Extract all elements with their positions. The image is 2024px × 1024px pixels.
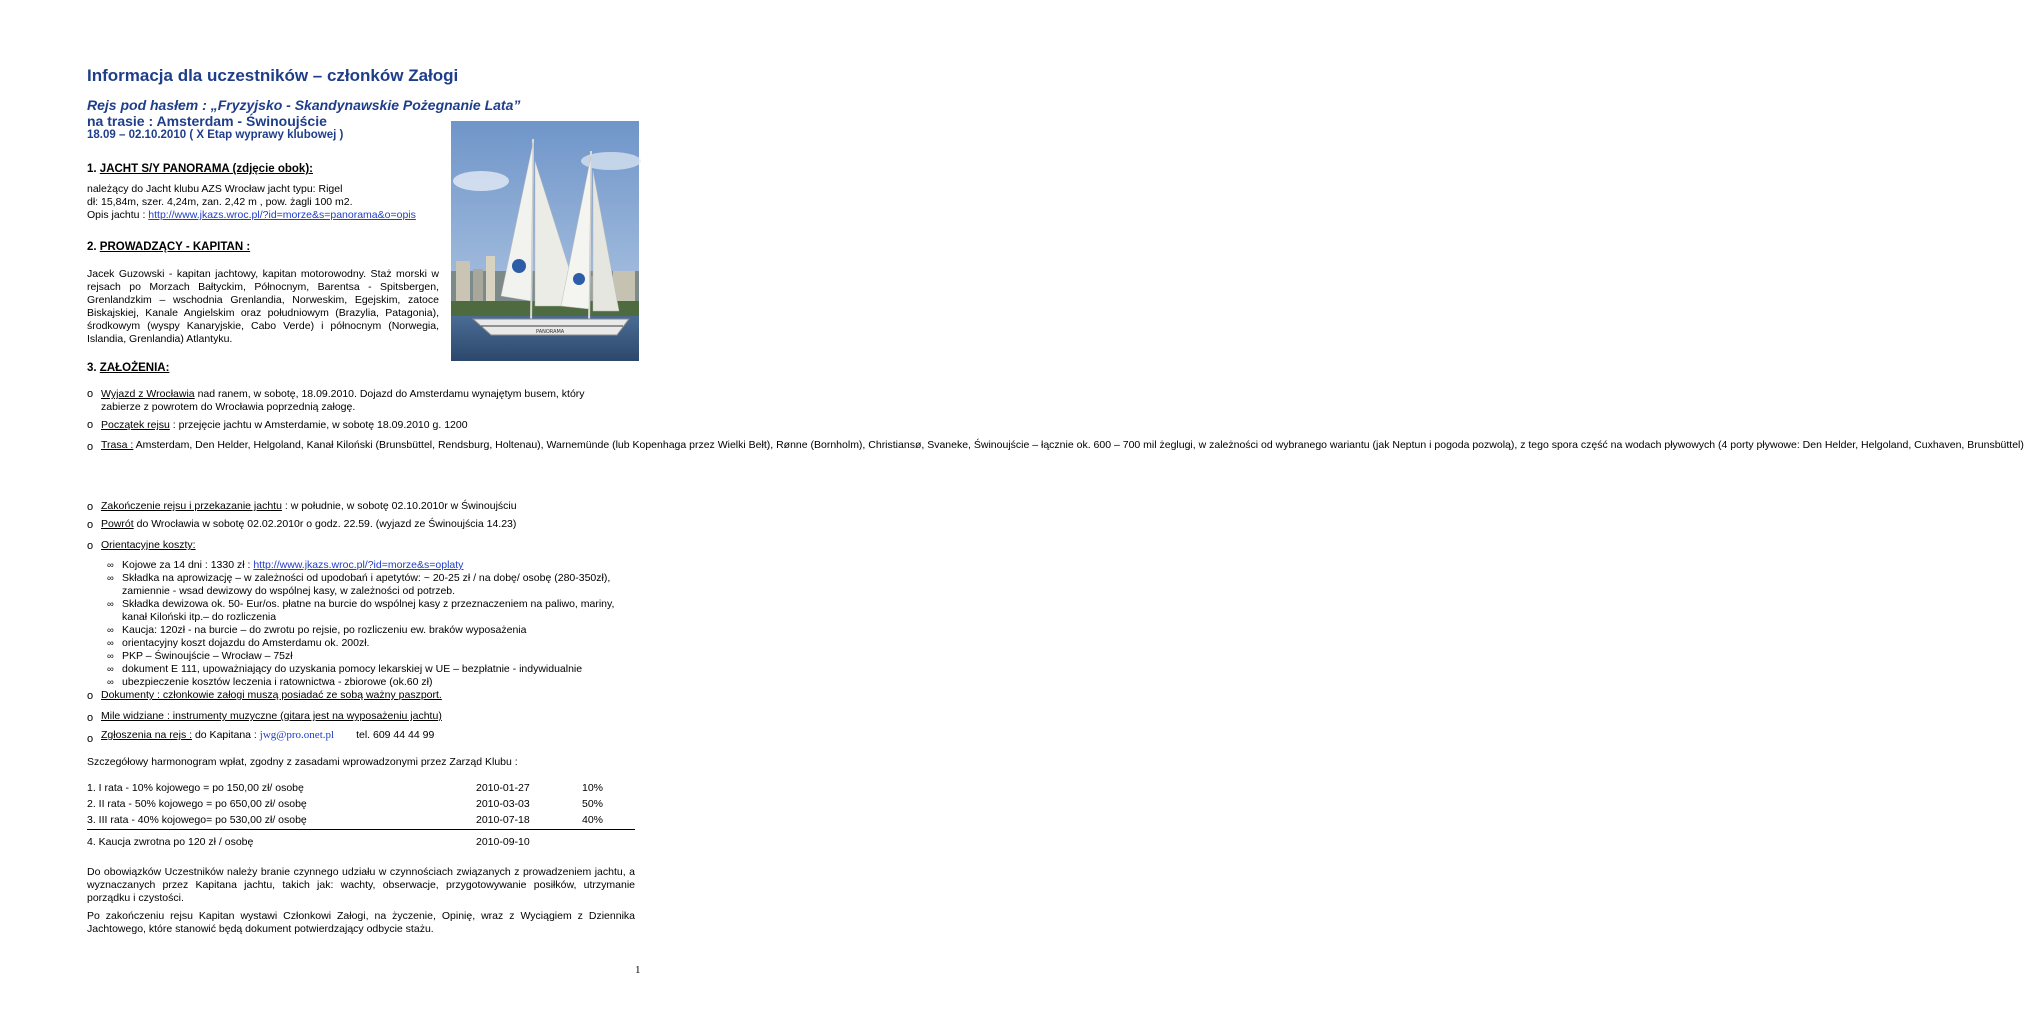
- list-item-route: [101, 439, 2024, 452]
- captain-bio: Jacek Guzowski - kapitan jachtowy, kapitan motorowodny. Staż morski w rejsach po Morzach Bałtyckim, Północnym, Barentsa - Spitsbergen, Grenlandzkim – wschodnia Grenlandia, Norweskim, Egejskim, zatoce Biskajskiej, Kanale Angielskim oraz południowym (Brazylia, Patagonia), środkowym (wyspy Kanaryjskie, Cabo Verde) i północnym (Norwegia, Islandia, Grenlandia) Atlantyku.: [87, 268, 439, 345]
- page-title: Informacja dla uczestników – członków Załogi: [87, 66, 459, 85]
- svg-text:PANORAMA: PANORAMA: [536, 329, 565, 335]
- table-divider: [87, 829, 635, 830]
- cost-item: Kaucja: 120zł - na burcie – do zwrotu po rejsie, po rozliczeniu ew. braków wyposażenia: [122, 624, 527, 636]
- yacht-owner-line: należący do Jacht klubu AZS Wrocław jacht typu: Rigel: [87, 183, 343, 195]
- list-item-signup: [101, 729, 434, 742]
- list-item-continuation: zabierze z powrotem do Wrocławia poprzednią załogę.: [101, 401, 356, 413]
- list-item-label: Powrót: [101, 518, 134, 530]
- yacht-description-label: Opis jachtu :: [87, 209, 149, 221]
- sub-bullet-marker: ∞: [107, 625, 114, 636]
- section-3-title: ZAŁOŻENIA:: [99, 362, 170, 374]
- list-item-label: Trasa :: [101, 439, 134, 451]
- bullet-marker: o: [87, 388, 94, 400]
- captain-email-link[interactable]: jwg@pro.onet.pl: [259, 729, 335, 741]
- bullet-marker: o: [87, 519, 94, 531]
- list-item-text: do Wrocławia w sobotę 02.02.2010r o godz. 22.59. (wyjazd ze Świnoujścia 14.23): [133, 518, 517, 530]
- list-item-label: Początek rejsu: [101, 419, 170, 431]
- sub-bullet-marker: ∞: [107, 651, 114, 662]
- list-item-text: Amsterdam, Den Helder, Helgoland, Kanał Kiloński (Brunsbüttel, Rendsburg, Holtenau), Warnemünde (lub Kopenhaga przez Wielki Bełt), Rønne (Bornholm), Christiansø, Svaneke, Świnoujście – łącznie ok. 600 – 700 mil żeglugi, w zależności od wybranego wariantu (jak Neptun i pogoda pozwolą), z tego spora część na wodach pływowych (4 porty pływowe: Den Helder, Helgoland, Cuxhaven, Brunsbüttel): [133, 439, 2024, 451]
- list-item-costs: [101, 539, 196, 552]
- cost-item-continuation: zamiennie - wsad dewizowy do wspólnej kasy, w zależności od potrzeb.: [122, 585, 456, 597]
- certificate-paragraph: Po zakończeniu rejsu Kapitan wystawi Członkowi Załogi, na życzenie, Opinię, wraz z Wyciągiem z Dziennika Jachtowego, które stanowić będą dokument potwierdzający odbycie stażu.: [87, 910, 635, 935]
- bullet-marker: o: [87, 501, 94, 513]
- cruise-route: na trasie : Amsterdam - Świnoujście: [87, 113, 327, 129]
- sub-bullet-marker: ∞: [107, 560, 114, 571]
- cost-item-continuation: kanał Kiloński itp.– do rozliczenia: [122, 611, 277, 623]
- list-item-end: [101, 500, 517, 513]
- sub-bullet-marker: ∞: [107, 677, 114, 688]
- table-row-date: 2010-07-18: [476, 814, 530, 826]
- list-item-instruments: [101, 710, 442, 723]
- list-item-return: [101, 518, 516, 531]
- bullet-marker: o: [87, 419, 94, 431]
- list-item-label: Mile widziane : instrumenty muzyczne (gitara jest na wyposażeniu jachtu): [101, 710, 442, 722]
- cruise-name: Rejs pod hasłem : „Fryzyjsko - Skandynawskie Pożegnanie Lata”: [87, 97, 521, 113]
- bullet-marker: o: [87, 441, 94, 453]
- section-1-number: 1.: [87, 163, 97, 175]
- fees-link[interactable]: http://www.jkazs.wroc.pl/?id=morze&s=oplaty: [253, 559, 464, 571]
- cruise-dates: 18.09 – 02.10.2010 ( X Etap wyprawy klubowej ): [87, 129, 344, 141]
- yacht-description-line: [87, 209, 416, 222]
- cost-text: Kojowe za 14 dni : 1330 zł :: [122, 559, 254, 571]
- section-1-heading: [87, 163, 313, 175]
- section-2-number: 2.: [87, 241, 97, 253]
- section-3-number: 3.: [87, 362, 97, 374]
- list-item-start: [101, 419, 468, 432]
- bullet-marker: o: [87, 733, 94, 745]
- table-row-desc: 2. II rata - 50% kojowego = po 650,00 zł/ osobę: [87, 798, 307, 810]
- table-row-date: 2010-01-27: [476, 782, 530, 794]
- table-row-percent: 50%: [582, 798, 604, 810]
- cost-item: Składka dewizowa ok. 50- Eur/os. płatne na burcie do wspólnej kasy z przeznaczeniem na paliwo, mariny,: [122, 598, 615, 610]
- list-item-label: Zakończenie rejsu i przekazanie jachtu: [101, 500, 282, 512]
- list-item-documents: [101, 689, 442, 702]
- section-1-title: JACHT S/Y PANORAMA (zdjęcie obok):: [99, 163, 313, 175]
- sub-bullet-marker: ∞: [107, 638, 114, 649]
- list-item-label: Dokumenty : członkowie załogi muszą posiadać ze sobą ważny paszport.: [101, 689, 442, 701]
- duties-paragraph: Do obowiązków Uczestników należy branie czynnego udziału w czynnościach związanych z prowadzeniem jachtu, a wyznaczanych przez Kapitana jachtu, takich jak: wachty, obserwacje, przygotowywanie posiłków, utrzymanie porządku i czystości.: [87, 866, 635, 904]
- table-row-desc: 3. III rata - 40% kojowego= po 530,00 zł/ osobę: [87, 814, 307, 826]
- section-2-title: PROWADZĄCY - KAPITAN :: [99, 241, 251, 253]
- table-row-desc: 1. I rata - 10% kojowego = po 150,00 zł/ osobę: [87, 782, 304, 794]
- table-row-date: 2010-03-03: [476, 798, 530, 810]
- yacht-photo: [451, 121, 639, 361]
- table-row-percent: 10%: [582, 782, 604, 794]
- bullet-marker: o: [87, 712, 94, 724]
- bullet-marker: o: [87, 690, 94, 702]
- cost-item: [122, 559, 463, 572]
- table-row-desc: 4. Kaucja zwrotna po 120 zł / osobę: [87, 836, 254, 848]
- list-item-text: : przejęcie jachtu w Amsterdamie, w sobotę 18.09.2010 g. 1200: [169, 419, 468, 431]
- sub-bullet-marker: ∞: [107, 664, 114, 675]
- signup-text: do Kapitana :: [192, 729, 260, 741]
- page-number: 1: [635, 964, 641, 976]
- bullet-marker: o: [87, 540, 94, 552]
- cost-item: Składka na aprowizację – w zależności od upodobań i apetytów: ~ 20-25 zł / na dobę/ osobę (280-350zł),: [122, 572, 611, 584]
- sub-bullet-marker: ∞: [107, 573, 114, 584]
- cost-item: dokument E 111, upoważniający do uzyskania pomocy lekarskiej w UE – bezpłatnie - indywidualnie: [122, 663, 583, 675]
- signup-label: Zgłoszenia na rejs :: [101, 729, 193, 741]
- cost-item: orientacyjny koszt dojazdu do Amsterdamu ok. 200zł.: [122, 637, 370, 649]
- sailing-yacht-photo-icon: [451, 121, 639, 361]
- list-item-label: Wyjazd z Wrocławia: [101, 388, 195, 400]
- table-row-percent: 40%: [582, 814, 604, 826]
- list-item-label: Orientacyjne koszty:: [101, 539, 196, 551]
- cost-item: ubezpieczenie kosztów leczenia i ratownictwa - zbiorowe (ok.60 zł): [122, 676, 433, 688]
- yacht-dimensions-line: dł: 15,84m, szer. 4,24m, zan. 2,42 m , pow. żagli 100 m2.: [87, 196, 353, 208]
- schedule-intro: Szczegółowy harmonogram wpłat, zgodny z zasadami wprowadzonymi przez Zarząd Klubu :: [87, 756, 518, 768]
- captain-phone: tel. 609 44 44 99: [356, 729, 435, 741]
- yacht-description-link[interactable]: http://www.jkazs.wroc.pl/?id=morze&s=panorama&o=opis: [148, 209, 416, 221]
- list-item-text: nad ranem, w sobotę, 18.09.2010. Dojazd do Amsterdamu wynajętym busem, który: [194, 388, 585, 400]
- cost-item: PKP – Świnoujście – Wrocław – 75zł: [122, 650, 293, 662]
- list-item-text: : w południe, w sobotę 02.10.2010r w Świnoujściu: [281, 500, 517, 512]
- section-3-heading: [87, 362, 169, 374]
- list-item-departure: [101, 388, 585, 401]
- sub-bullet-marker: ∞: [107, 599, 114, 610]
- table-row-date: 2010-09-10: [476, 836, 530, 848]
- section-2-heading: [87, 241, 250, 253]
